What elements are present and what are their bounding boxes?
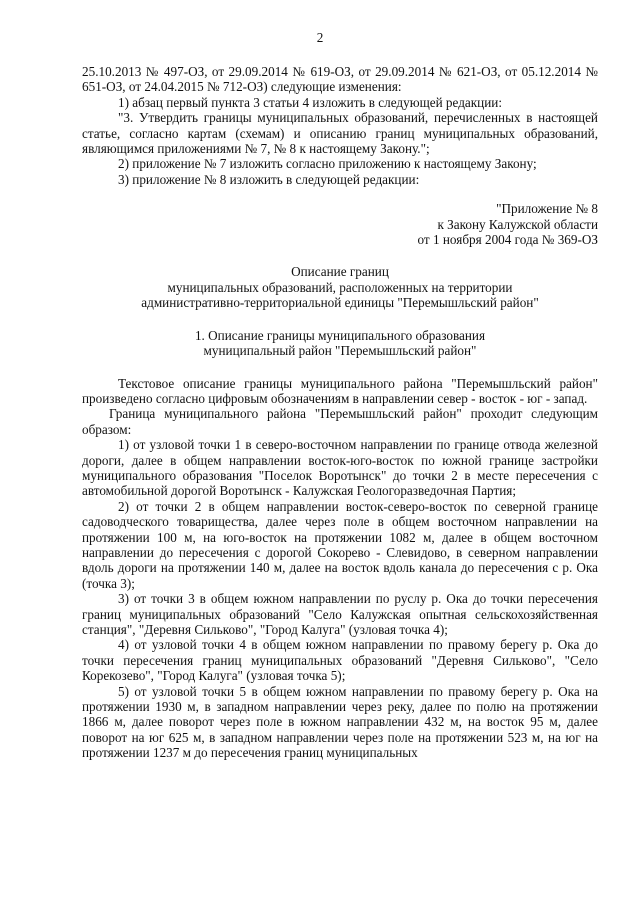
document-body [82,64,598,761]
paragraph-text-description: Текстовое описание границы муниципального района "Перемышльский район" произведено согласно цифровым обозначениям в направлении север - восток - юг - запад. [82,375,598,406]
paragraph-point-5: 5) от узловой точки 5 в общем южном направлении по правому берегу р. Ока на протяжении 1930 м, в западном направлении через реку, далее по полю на протяжении 1866 м, далее поворот через поле в южном направлении 432 м, на восток 95 м, далее поворот на юг 625 м, в западном направлении через поле на протяжении 523 м, на юг на протяжении 1237 м до пересечения границ муниципальных [82,683,598,761]
appendix-line-2: к Закону Калужской области [437,216,598,232]
amendment-item-2: 2) приложение № 7 изложить согласно приложению к настоящему Закону; [118,156,537,172]
title-line-3: административно-территориальной единицы "Перемышльский район" [141,295,539,311]
appendix-line-1: "Приложение № 8 [496,201,598,217]
amendment-quote: "3. Утвердить границы муниципальных образований, перечисленных в настоящей статье, согласно картам (схемам) и описанию границ муниципальных образований, являющимся приложениями № 7, № 8 к настоящему Закону."; [82,110,598,157]
amendment-item-3: 3) приложение № 8 изложить в следующей редакции: [118,171,420,187]
paragraph-point-1: 1) от узловой точки 1 в северо-восточном направлении по границе отвода железной дороги, далее в общем направлении восток-юго-восток по южной границе застройки муниципального образования "Поселок Воротынск" до точки 2 в месте пересечения с автомобильной дорогой Воротынск - Калужская Геологоразведочная Партия; [82,437,598,499]
page-number: 2 [316,30,324,45]
title-line-2: муниципальных образований, расположенных на территории [167,279,513,295]
paragraph-point-4: 4) от узловой точки 4 в общем южном направлении по правому берегу р. Ока до точки пересечения границ муниципальных образований "Деревня Сильково", "Село Корекозево", "Город Калуга" (узловая точка 5); [82,637,598,684]
section-heading-line-1: 1. Описание границы муниципального образования [194,327,486,343]
paragraph-boundary-intro: Граница муниципального района "Перемышльский район" проходит следующим образом: [82,406,598,437]
intro-continuation: 25.10.2013 № 497-ОЗ, от 29.09.2014 № 619-ОЗ, от 29.09.2014 № 621-ОЗ, от 05.12.2014 № 651-ОЗ, от 24.04.2015 № 712-ОЗ) следующие изменения: [82,64,598,95]
section-heading-line-2: муниципальный район "Перемышльский район" [203,343,477,359]
paragraph-point-2: 2) от точки 2 в общем направлении восток-северо-восток по северной границе садоводческого товарищества, далее через поле в общем восточном направлении на протяжении 100 м, на юго-восток на протяжении 1082 м, далее в общем восточном направлении до пересечения с дорогой Сокорево - Слевидово, в северном направлении вдоль дороги на протяжении 140 м, далее на восток вдоль канала до пересечения с р. Ока (точка 3); [82,498,598,591]
appendix-line-3: от 1 ноября 2004 года № 369-ОЗ [417,232,598,248]
title-line-1: Описание границ [291,264,389,280]
paragraph-point-3: 3) от точки 3 в общем южном направлении по руслу р. Ока до точки пересечения границ муниципальных образований "Село Калужская опытная сельскохозяйственная станция", "Деревня Сильково", "Город Калуга" (узловая точка 4); [82,591,598,637]
amendment-item-1: 1) абзац первый пункта 3 статьи 4 изложить в следующей редакции: [118,94,503,110]
